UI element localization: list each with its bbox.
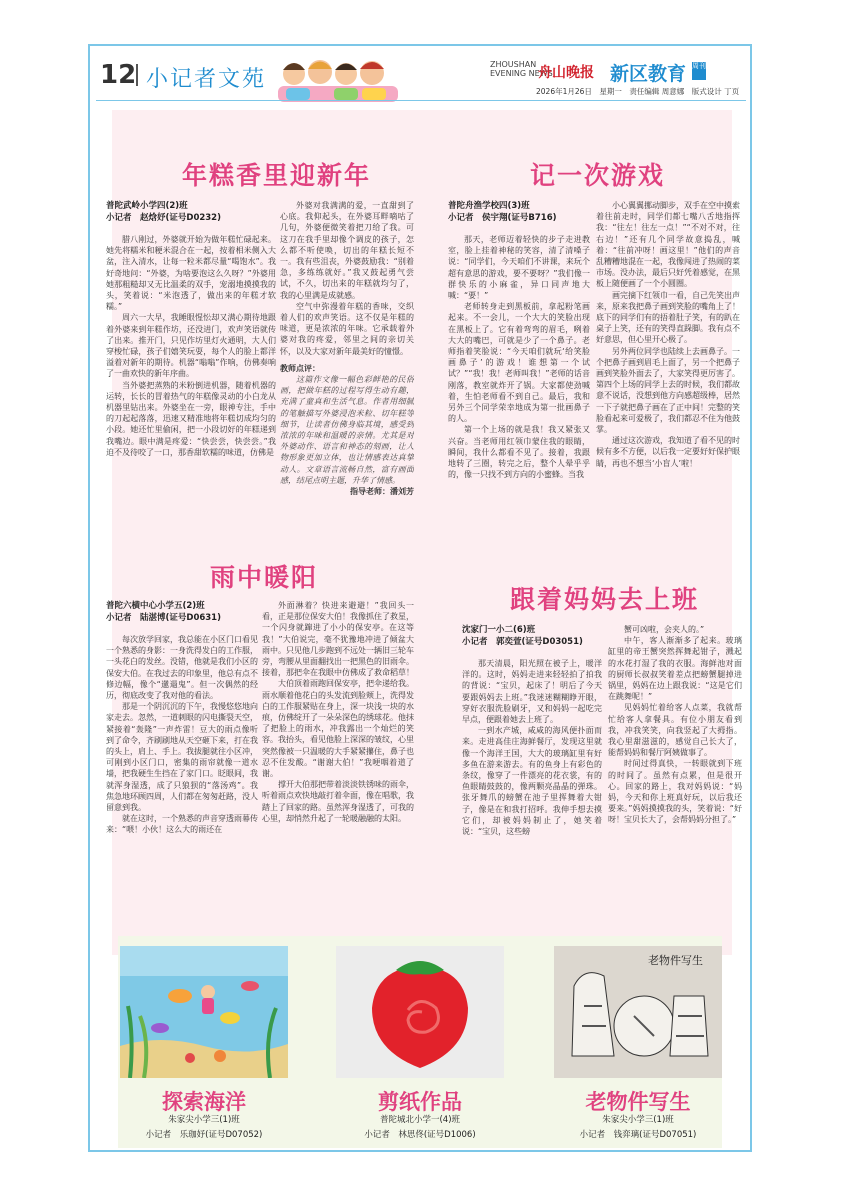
issue-meta: 2026年1月26日 星期一 责任编辑 周意娜 版式设计 丁页	[536, 87, 740, 96]
paragraph: 画完摘下红领巾一看，自己先笑出声来，原来我把鼻子画到笑脸的嘴角上了！底下的同学们有的捂着肚子笑，有的趴在桌子上笑，还有的笑得直跺脚。我有点不好意思，但心里开心极了。	[596, 290, 740, 345]
paragraph: 见妈妈忙着给客人点菜，我就帮忙给客人拿餐具。有位小朋友看到我，冲我笑笑，向我竖起了大拇指。我心里甜滋滋的，感觉自己长大了，能帮妈妈和餐厅阿姨做事了。	[608, 703, 742, 758]
artwork-reporter: 小记者 林思佟(证号D1006)	[364, 1130, 476, 1140]
article-reporter: 小记者 侯宇翔(证号B716)	[448, 213, 557, 223]
paragraph: 那天清晨，阳光照在被子上，暖洋洋的。这时，妈妈走进来轻轻拍了拍我的背说：“宝贝，起床了！明后了今天要跟妈妈去上班。”我迷迷糊糊睁开眼，穿好衣服洗脸刷牙，又和妈妈一起吃完早点，便跟着她去上班了。	[462, 659, 602, 725]
paragraph: 一到水产城，咸咸的海风便扑面而来。走进高佳庄海鲜餐厅，发现这里就像一个海洋王国，大大的玻璃缸里有好多鱼在游来游去。有的鱼身上有彩色的条纹，像穿了一件漂亮的花衣裳，有的鱼眼睛鼓鼓的，像两颗亮晶晶的弹珠。张牙舞爪的螃蟹在池子里挥舞着大钳子，像是在和我打招呼。我伸手想去摸它们，却被妈妈制止了，她笑着说：“宝贝，这些螃	[462, 726, 602, 837]
article-column	[280, 200, 414, 602]
artwork-school: 普陀城北小学一(4)班	[379, 1115, 461, 1125]
paper-logo: 舟山晚报	[538, 65, 594, 81]
paragraph: 那天，老师迈着轻快的步子走进教室，脸上挂着神秘的笑容，清了清嗓子说：“同学们，今天咱们不讲课，来玩个超有意思的游戏，要不要呀？”我们像一群快乐的小麻雀，异口同声地大喊：“要！”	[448, 235, 590, 301]
article-column	[106, 234, 276, 602]
comment-label: 教师点评：	[280, 363, 320, 373]
artwork-title: 探索海洋	[162, 1090, 246, 1114]
article-title: 跟着妈妈去上班	[510, 585, 700, 614]
newspaper-page	[88, 44, 752, 1152]
artwork-title: 剪纸作品	[378, 1090, 462, 1114]
sketch-caption: 老物件写生	[648, 954, 703, 967]
paragraph: 每次放学回家，我总能在小区门口看见一个熟悉的身影：一身洗得发白的工作服，一头花白的发丝。没错，他就是我们小区的保安大伯。在我过去的印象里，他总有点不修边幅，像个“邋遢鬼”。但一次偶然的经历，彻底改变了我对他的看法。	[106, 635, 258, 701]
old-objects-sketch-image	[554, 946, 722, 1078]
paragraph: 周六一大早，我睡眼惺忪却又满心期待地跟着外婆来到年糕作坊，还没进门，欢声笑语就传了出来。推开门，只见作坊里灯火通明，大人们穿梭忙碌，孩子们嬉笑玩耍，每个人的脸上都洋溢着对新年的期待。机器“嗡嗡”作响，仿佛奏响了一曲欢快的新年序曲。	[106, 313, 276, 379]
paragraph: 外婆对我满满的爱，一直甜到了心底。我仰起头，在外婆耳畔嘀咕了几句，外婆便微笑着把刀给了我。可这刀在我手里却像个调皮的孩子，怎么都不听使唤，切出的年糕长短不一。我有些沮丧，外婆鼓励我：“别着急，多练练就好。”我又鼓起勇气尝试，不久，切出来的年糕就均匀了，我的心里满是成就感。	[280, 201, 414, 300]
article-school: 沈家门一小二(6)班	[462, 625, 536, 635]
edition-badge: 周刊	[692, 62, 706, 80]
paragraph: 当外婆把蒸熟的米粉倒进机器，随着机器的运转，长长的冒着热气的年糕像灵动的小白龙从机器里钻出来。外婆坐在一旁，眼神专注，手中的刀起起落落，迅速又精准地将年糕切成均匀的小段。她还忙里偷闲，把一小段切好的年糕递到我嘴边。眼中满是疼爱：“快尝尝，快尝尝。”我迫不及待咬了一口，那香甜软糯的味道，仿佛是	[106, 380, 276, 457]
paper-name-english: ZHOUSHAN EVENING NEWS	[490, 60, 553, 78]
article-column	[462, 658, 602, 916]
paragraph: 时间过得真快，一转眼就到下班的时间了。虽然有点累，但是很开心。回家的路上，我对妈妈说：“妈妈，今天和你上班真好玩，以后我还要来。”妈妈摸摸我的头，笑着说：“好呀！宝贝长大了，会帮妈妈分担了。”	[608, 759, 742, 825]
article-school: 普陀武岭小学四(2)班	[106, 201, 188, 211]
article-reporter: 小记者 陆湛博(证号D0631)	[106, 613, 221, 623]
article-title: 记一次游戏	[530, 161, 666, 190]
page-number: 12	[100, 60, 137, 90]
article-title: 雨中暖阳	[210, 563, 319, 592]
paragraph: 腊八刚过，外婆就开始为做年糕忙碌起来。她先将糯米和粳米混合在一起，按着相米侧入大盆，注入清水，让每一粒米都尽量“喝饱水”。我好奇地问：“外婆，为啥要泡这么久呀？”外婆用她那粗糙却又无比温柔的双手，宠溺地摸摸我的头，笑着说：“米泡透了，做出来的年糕才软糯。”	[106, 235, 276, 312]
artwork-title: 老物件写生	[585, 1090, 691, 1114]
kids-illustration	[278, 52, 398, 102]
paragraph: 那是一个阴沉沉的下午，我慢悠悠地向家走去。忽然，一道刺眼的闪电撕裂天空，紧接着“轰隆”一声炸雷！豆大的雨点像听到了命令，齐刷刷地从天空砸下来，打在我的头上，肩上、手上。我拔腿就往小区冲，可刚到小区门口，密集的雨帘就像一道水墙，把我硬生生挡在了家门口。眨眼间，我就浑身湿透，成了只狼狈的“落汤鸡”。我焦急地环顾四周，人们都在匆匆赶路，没人留意到我。	[106, 702, 258, 813]
article-school: 普陀舟渔学校四(3)班	[448, 201, 530, 211]
artwork-reporter: 小记者 乐珈妤(证号D07052)	[145, 1130, 263, 1140]
artwork-panel	[118, 936, 722, 1148]
edition-name: 新区教育	[610, 63, 687, 85]
header-rule	[96, 100, 746, 101]
header-divider	[136, 64, 138, 86]
teacher-name: 指导老师：潘刘芳	[350, 487, 414, 497]
paragraph: 小心翼翼挪动脚步，双手在空中摸索着往前走时，同学们都七嘴八舌地指挥我：“往左！往左一点！”“不对不对，往右边！”还有几个同学故意捣乱，喊着：“往前冲呀！画这里！”他们的声音乱糟糟地混在一起，我像闯进了热闹的菜市场。没办法，最后只好凭着感觉，在黑板上随便画了一个小圆圈。	[596, 201, 740, 289]
paragraph: 蟹可凶啦，会夹人的。”	[624, 625, 705, 634]
paragraph: 外面淋着？快进来避避！”我回头一看，正是那位保安大伯！我像抓住了救星，一个闪身就蹿进了小小的保安亭。在这等我！”大伯说完，毫不犹豫地冲进了倾盆大雨中。只见他几步跑到不远处一辆旧三轮车旁，弯腰从里面翻找出一把黑色的旧雨伞。接着，那把伞在我眼中仿佛成了救命稻草！	[262, 601, 414, 678]
paragraph: 空气中弥漫着年糕的香味，交织着人们的欢声笑语。这不仅是年糕的味道，更是浓浓的年味。它承载着外婆对我的疼爱，邻里之间的亲切关怀，以及大家对新年最美好的憧憬。	[280, 301, 414, 356]
article-title: 年糕香里迎新年	[182, 161, 372, 190]
artwork-reporter: 小记者 钱弈璃(证号D07051)	[579, 1130, 697, 1140]
article-column	[448, 234, 590, 602]
paragraph: 另外两位同学也陆续上去画鼻子。一个把鼻子画到眉毛上面了，另一个把鼻子画到笑脸外面去了，大家笑得更厉害了。第四个上场的同学上去的时候，我们都故意不说话，没想到他方向感超级棒，居然一下子就把鼻子画在了正中间！完整的笑脸看起来可爱极了，我们都忍不住为他鼓掌。	[596, 346, 740, 435]
artwork-school: 朱家尖小学三(1)班	[168, 1115, 240, 1125]
strawberry-paper-cut-image	[336, 946, 504, 1078]
paragraph: 通过这次游戏，我知道了看不见的时候有多不方便，以后我一定要好好保护眼睛，再也不想当‘小盲人’啦！	[596, 436, 740, 468]
article-school: 普陀六横中心小学五(2)班	[106, 601, 205, 611]
section-title: 小记者文苑	[146, 67, 267, 92]
artwork-school: 朱家尖小学三(1)班	[602, 1115, 674, 1125]
article-column	[106, 634, 258, 916]
paragraph: 撑开大伯那把带着淡淡铁锈味的雨伞，听着雨点欢快地敲打着伞面，像在唱歌，我踏上了回家的路。虽然浑身湿透了，可我的心里，却悄然升起了一轮暖融融的太阳。	[262, 780, 414, 823]
teacher-comment: 这篇作文像一幅色彩鲜艳的民俗画，把做年糕的过程写得生动有趣，充满了童真和生活气息。作者用细腻的笔触描写外婆浸泡米粒、切年糕等细节，让读者仿佛身临其境，感受到浓浓的年味和温暖的亲情。尤其是对外婆动作、语言和神态的刻画，让人物形象更加立体，也让情感表达真挚动人。文章语言流畅自然，富有画面感，结尾点明主题，升华了情感。	[280, 375, 414, 485]
article-reporter: 小记者 郭奕萱(证号D03051)	[462, 637, 583, 647]
article-column	[608, 624, 742, 916]
article-column	[596, 200, 740, 602]
paragraph: 第一个上场的就是我！我又紧张又兴奋。当老师用红领巾蒙住我的眼睛，瞬间，我什么都看不见了。接着，我跟地转了三圈，转完之后，整个人晕乎乎的，像一只找不到方向的小蜜蜂。当我	[448, 425, 590, 480]
underwater-drawing-image	[120, 946, 288, 1078]
paragraph: 就在这时，一个熟悉的声音穿透雨幕传来：“喂！小伙！这么大的雨还在	[106, 814, 258, 835]
article-reporter: 小记者 赵焓妤(证号D0232)	[106, 213, 221, 223]
paragraph: 老师转身走到黑板前，拿起粉笔画起来。不一会儿，一个大大的笑脸出现在黑板上了。它有着弯弯的眉毛，咧着大大的嘴巴，可就是少了一个鼻子。老师指着笑脸说：“今天咱们就玩‘给笑脸画鼻子’的游戏！谁想第一个试试？”“我！我！老师叫我！”老师的话音刚落，教室就炸开了锅。大家都使劲喊着，生怕老师看不到自己。最后，我和另外三个同学荣幸地成为第一批画鼻子的人。	[448, 302, 590, 424]
paragraph: 中午，客人渐渐多了起来。玻璃缸里的帝王蟹突然挥舞起钳子，溅起的水花打湿了我的衣服。海鲜池对面的厨师长叔叔笑着差点把螃蟹腿掉进锅里，妈妈在边上跟我说：“这是它们在跳舞呢！”	[608, 636, 742, 702]
paragraph: 大伯顶着雨跑回保安亭，把伞递给我。雨水顺着他花白的头发流到脸颊上，洗得发白的工作服紧贴在身上，深一块浅一块的水痕，仿佛绽开了一朵朵深色的绣球花。他抹了把脸上的雨水，冲我露出一个灿烂的笑容。我抬头，看见他脸上深深的皱纹，心里突然像被一只温暖的大手紧紧攥住，鼻子也忍不住发酸。“谢谢大伯！”我哽咽着道了谢。	[262, 679, 414, 779]
article-column	[262, 600, 414, 916]
page-header	[90, 46, 750, 104]
